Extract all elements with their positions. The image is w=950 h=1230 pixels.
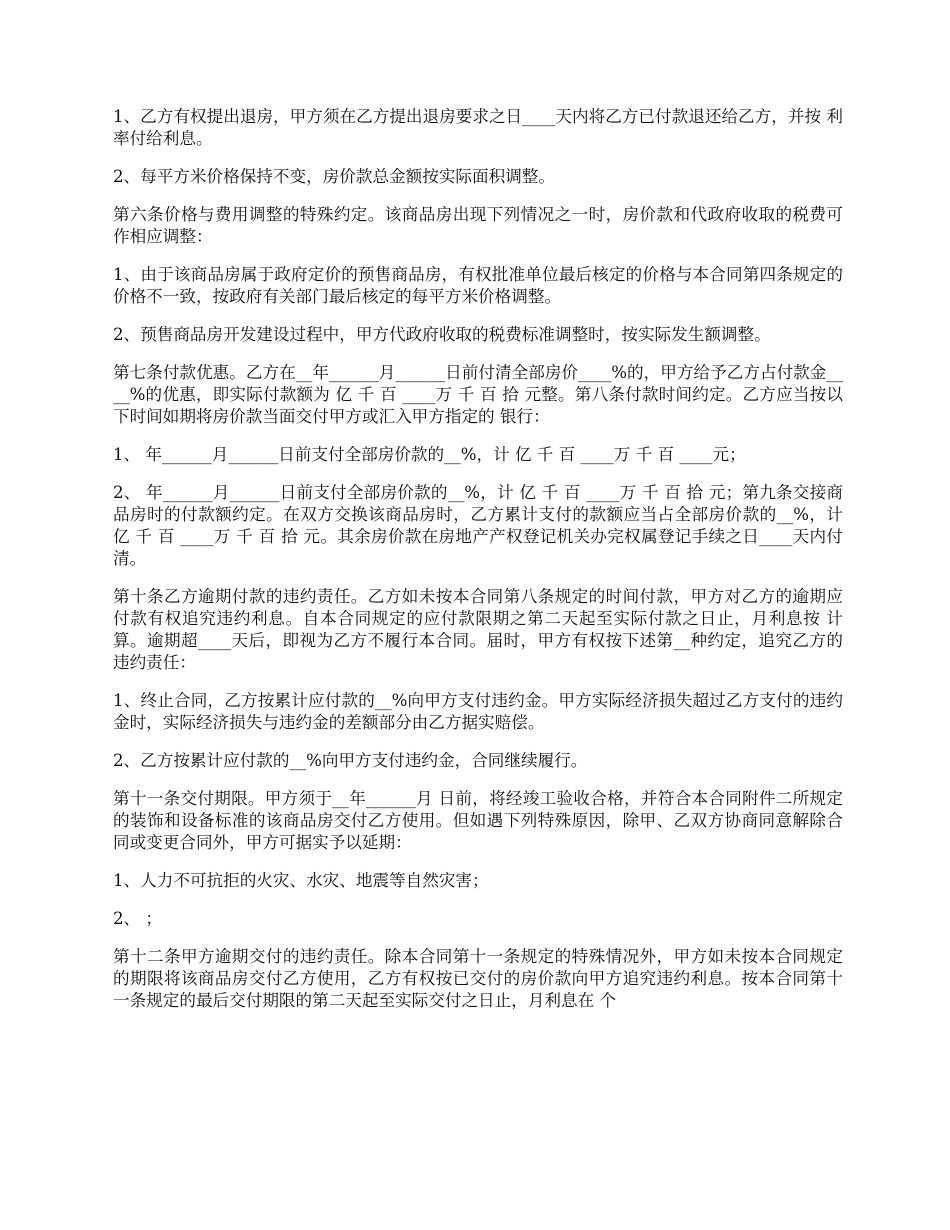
document-body	[113, 106, 843, 1028]
paragraph-article-10-item-1: 1、终止合同，乙方按累计应付款的__%向甲方支付违约金。甲方实际经济损失超过乙方支付的违约金时，实际经济损失与违约金的差额部分由乙方据实赔偿。	[113, 691, 843, 732]
paragraph-article-10-item-2: 2、乙方按累计应付款的__%向甲方支付违约金，合同继续履行。	[113, 751, 588, 770]
paragraph-article-6: 第六条价格与费用调整的特殊约定。该商品房出现下列情况之一时，房价款和代政府收取的税费可作相应调整：	[113, 205, 843, 246]
paragraph-payment-item-2-article-9: 2、 年______月______日前支付全部房价款的__%，计 亿 千 百 ____万 千 百 拾 元；第九条交接商品房时的付款额约定。在双方交换该商品房时，乙方累计支付的款额应当占全部房价款的__%，计 亿 千 百 ____万 千 百 拾 元。其余房价款在房地产产权登记机关办完权属登记手续之日____天内付清。	[113, 483, 843, 568]
paragraph-article-6-item-1: 1、由于该商品房属于政府定价的预售商品房，有权批准单位最后核定的价格与本合同第四条规定的价格不一致，按政府有关部门最后核定的每平方米价格调整。	[113, 265, 843, 306]
paragraph-article-12: 第十二条甲方逾期交付的违约责任。除本合同第十一条规定的特殊情况外，甲方如未按本合同规定的期限将该商品房交付乙方使用，乙方有权按已交付的房价款向甲方追究违约利息。按本合同第十一条规定的最后交付期限的第二天起至实际交付之日止，月利息在 个	[113, 947, 843, 1010]
paragraph-article-11: 第十一条交付期限。甲方须于__年______月 日前，将经竣工验收合格，并符合本合同附件二所规定的装饰和设备标准的该商品房交付乙方使用。但如遇下列特殊原因，除甲、乙双方协商同意解除合同或变更合同外，甲方可据实予以延期：	[113, 789, 843, 852]
paragraph-article-11-item-2: 2、 ；	[113, 909, 163, 928]
paragraph-article-10: 第十条乙方逾期付款的违约责任。乙方如未按本合同第八条规定的时间付款，甲方对乙方的逾期应付款有权追究违约利息。自本合同规定的应付款限期之第二天起至实际付款之日止，月利息按 计算。逾期超____天后，即视为乙方不履行本合同。届时，甲方有权按下述第__种约定，追究乙方的违约责任：	[113, 587, 843, 672]
paragraph-refund-clause: 1、乙方有权提出退房，甲方须在乙方提出退房要求之日____天内将乙方已付款退还给乙方，并按 利率付给利息。	[113, 107, 843, 148]
paragraph-price-unchanged: 2、每平方米价格保持不变，房价款总金额按实际面积调整。	[113, 167, 555, 186]
paragraph-article-7-8: 第七条付款优惠。乙方在__年______月______日前付清全部房价____%的，甲方给予乙方占付款金____%的优惠，即实际付款额为 亿 千 百 ____万 千 百 拾 元整。第八条付款时间约定。乙方应当按以下时间如期将房价款当面交付甲方或汇入甲方指定的 银行：	[113, 363, 843, 426]
paragraph-payment-item-1: 1、 年______月______日前支付全部房价款的__%，计 亿 千 百 ____万 千 百 ____元；	[113, 445, 746, 464]
paragraph-article-11-item-1: 1、人力不可抗拒的火灾、水灾、地震等自然灾害；	[113, 871, 489, 890]
paragraph-article-6-item-2: 2、预售商品房开发建设过程中，甲方代政府收取的税费标准调整时，按实际发生额调整。	[113, 325, 771, 344]
